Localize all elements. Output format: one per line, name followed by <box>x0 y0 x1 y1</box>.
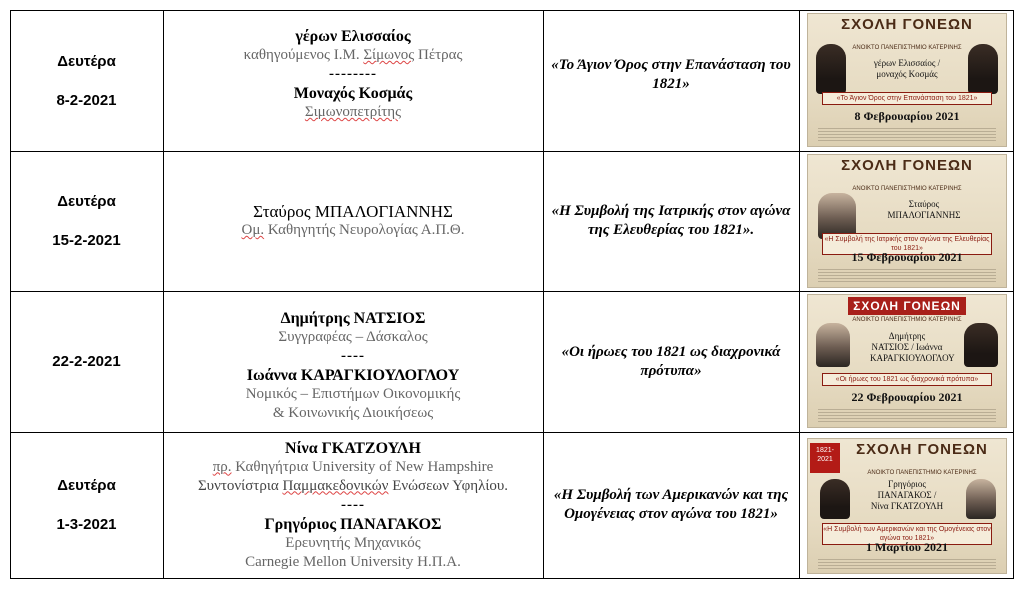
speaker-name: Νίνα ΓΚΑΤΖΟΥΛΗ <box>285 439 421 457</box>
speaker-role: πρ. Καθηγήτρια University of New Hampshire <box>212 458 494 475</box>
poster-date: 1 Μαρτίου 2021 <box>866 540 948 554</box>
poster-speakers: γέρων Ελισσαίος / μοναχός Κοσμάς <box>873 58 941 79</box>
table-row-4-topic: «Η Συμβολή των Αμερικανών και της Ομογένειας στον αγώνα του 1821» <box>553 487 789 522</box>
poster-title: ΣΧΟΛΗ ΓΟΝΕΩΝ <box>848 297 966 315</box>
speaker-photo-icon <box>820 479 850 519</box>
speaker-role: & Κοινωνικής Διοικήσεως <box>272 404 434 421</box>
speaker-name: Δημήτρης ΝΑΤΣΙΟΣ <box>280 309 426 327</box>
table-row-2-topic: «Η Συμβολή της Ιατρικής στον αγώνα της Ελευθερίας του 1821». <box>551 203 791 238</box>
speaker-role: Carnegie Mellon University Η.Π.Α. <box>245 553 461 570</box>
day-label: Δευτέρα <box>57 477 116 494</box>
table-row-2-date <box>10 151 163 291</box>
speaker-name: Μοναχός Κοσμάς <box>293 85 413 102</box>
poster-topic: «Το Άγιον Όρος στην Επανάσταση του 1821» <box>822 92 992 105</box>
date-label: 15-2-2021 <box>52 232 121 249</box>
speaker-photo-icon <box>816 44 846 94</box>
speaker-role: Συγγραφέας – Δάσκαλος <box>278 328 428 345</box>
poster-title: ΣΧΟΛΗ ΓΟΝΕΩΝ <box>841 157 973 174</box>
poster-subtitle: ΑΝΟΙΚΤΟ ΠΑΝΕΠΙΣΤΗΜΙΟ ΚΑΤΕΡΙΝΗΣ <box>867 470 977 476</box>
day-label: Δευτέρα <box>57 193 116 210</box>
poster-links <box>818 409 996 423</box>
table-row-3-date <box>10 291 163 432</box>
column-divider <box>799 10 800 579</box>
speaker-separator: ---- <box>341 347 365 364</box>
poster-date: 8 Φεβρουαρίου 2021 <box>854 109 960 123</box>
table-row-3-speakers <box>163 291 543 432</box>
poster-speakers: Δημήτρης ΝΑΤΣΙΟΣ / Ιωάννα ΚΑΡΑΓΚΙΟΥΛΟΓΛΟΥ <box>870 331 955 363</box>
speaker-name: Σταύρος ΜΠΑΛΟΓΙΑΝΝΗΣ <box>253 202 453 221</box>
poster-title: ΣΧΟΛΗ ΓΟΝΕΩΝ <box>841 16 973 33</box>
speaker-photo-icon <box>816 323 850 367</box>
table-row-4-speakers <box>163 432 543 578</box>
speaker-role: Ομ. Καθηγητής Νευρολογίας Α.Π.Θ. <box>241 222 465 238</box>
table-row-3-topic: «Οι ήρωες του 1821 ως διαχρονικά πρότυπα» <box>561 343 781 379</box>
poster-topic: «Η Συμβολή των Αμερικανών και της Ομογένειας στον αγώνα του 1821» <box>822 523 992 545</box>
speaker-role: Συντονίστρια Παμμακεδονικών Ενώσεων Υφηλίου. <box>197 477 509 494</box>
date-label: 22-2-2021 <box>52 353 121 370</box>
speaker-role: Ερευνητής Μηχανικός <box>285 534 421 551</box>
speaker-name: Ιωάννα ΚΑΡΑΓΚΙΟΥΛΟΓΛΟΥ <box>246 366 460 384</box>
table-row-4-date <box>10 432 163 578</box>
speaker-photo-icon <box>964 323 998 367</box>
poster-title: ΣΧΟΛΗ ΓΟΝΕΩΝ <box>856 441 988 458</box>
table-border-bottom <box>10 578 1014 579</box>
day-label: Δευτέρα <box>57 52 116 70</box>
poster-links <box>818 128 996 142</box>
poster-subtitle: ΑΝΟΙΚΤΟ ΠΑΝΕΠΙΣΤΗΜΙΟ ΚΑΤΕΡΙΝΗΣ <box>852 317 962 323</box>
speaker-role: Σιμωνοπετρίτης <box>304 104 402 120</box>
event-poster <box>807 13 1007 147</box>
table-row-1-topic: «Το Άγιον Όρος στην Επανάσταση του 1821» <box>551 56 791 92</box>
date-label: 1-3-2021 <box>56 516 117 533</box>
poster-links <box>818 559 996 569</box>
event-poster <box>807 294 1007 428</box>
table-row-2-speakers <box>163 151 543 291</box>
poster-subtitle: ΑΝΟΙΚΤΟ ΠΑΝΕΠΙΣΤΗΜΙΟ ΚΑΤΕΡΙΝΗΣ <box>852 186 962 192</box>
anniversary-badge: 1821-2021 <box>810 443 840 473</box>
date-label: 8-2-2021 <box>56 91 117 109</box>
speaker-photo-icon <box>968 44 998 94</box>
poster-speakers: Σταύρος ΜΠΑΛΟΓΙΑΝΝΗΣ <box>887 199 961 220</box>
poster-topic: «Οι ήρωες του 1821 ως διαχρονικά πρότυπα» <box>822 373 992 386</box>
poster-speakers: Γρηγόριος ΠΑΝΑΓΑΚΟΣ / Νίνα ΓΚΑΤΖΟΥΛΗ <box>870 479 944 511</box>
event-poster <box>807 438 1007 574</box>
event-poster <box>807 154 1007 288</box>
poster-subtitle: ΑΝΟΙΚΤΟ ΠΑΝΕΠΙΣΤΗΜΙΟ ΚΑΤΕΡΙΝΗΣ <box>852 45 962 51</box>
speaker-name: γέρων Ελισσαίος <box>295 28 411 45</box>
table-row-1-date <box>10 10 163 151</box>
table-row-1-speakers <box>163 10 543 151</box>
poster-links <box>818 269 996 283</box>
speaker-separator: ---- <box>341 496 365 513</box>
speaker-separator: -------- <box>329 66 377 82</box>
schedule-table <box>10 10 1014 579</box>
poster-date: 15 Φεβρουαρίου 2021 <box>851 250 963 264</box>
speaker-name: Γρηγόριος ΠΑΝΑΓΑΚΟΣ <box>264 515 442 533</box>
speaker-photo-icon <box>966 479 996 519</box>
table-border-right <box>1013 10 1014 579</box>
poster-date: 22 Φεβρουαρίου 2021 <box>851 390 963 404</box>
speaker-role: καθηγούμενος Ι.Μ. Σίμωνος Πέτρας <box>243 47 463 63</box>
poster-topic: «Η Συμβολή της Ιατρικής στον αγώνα της Ελευθερίας του 1821» <box>822 233 992 255</box>
speaker-role: Νομικός – Επιστήμων Οικονομικής <box>245 385 461 402</box>
